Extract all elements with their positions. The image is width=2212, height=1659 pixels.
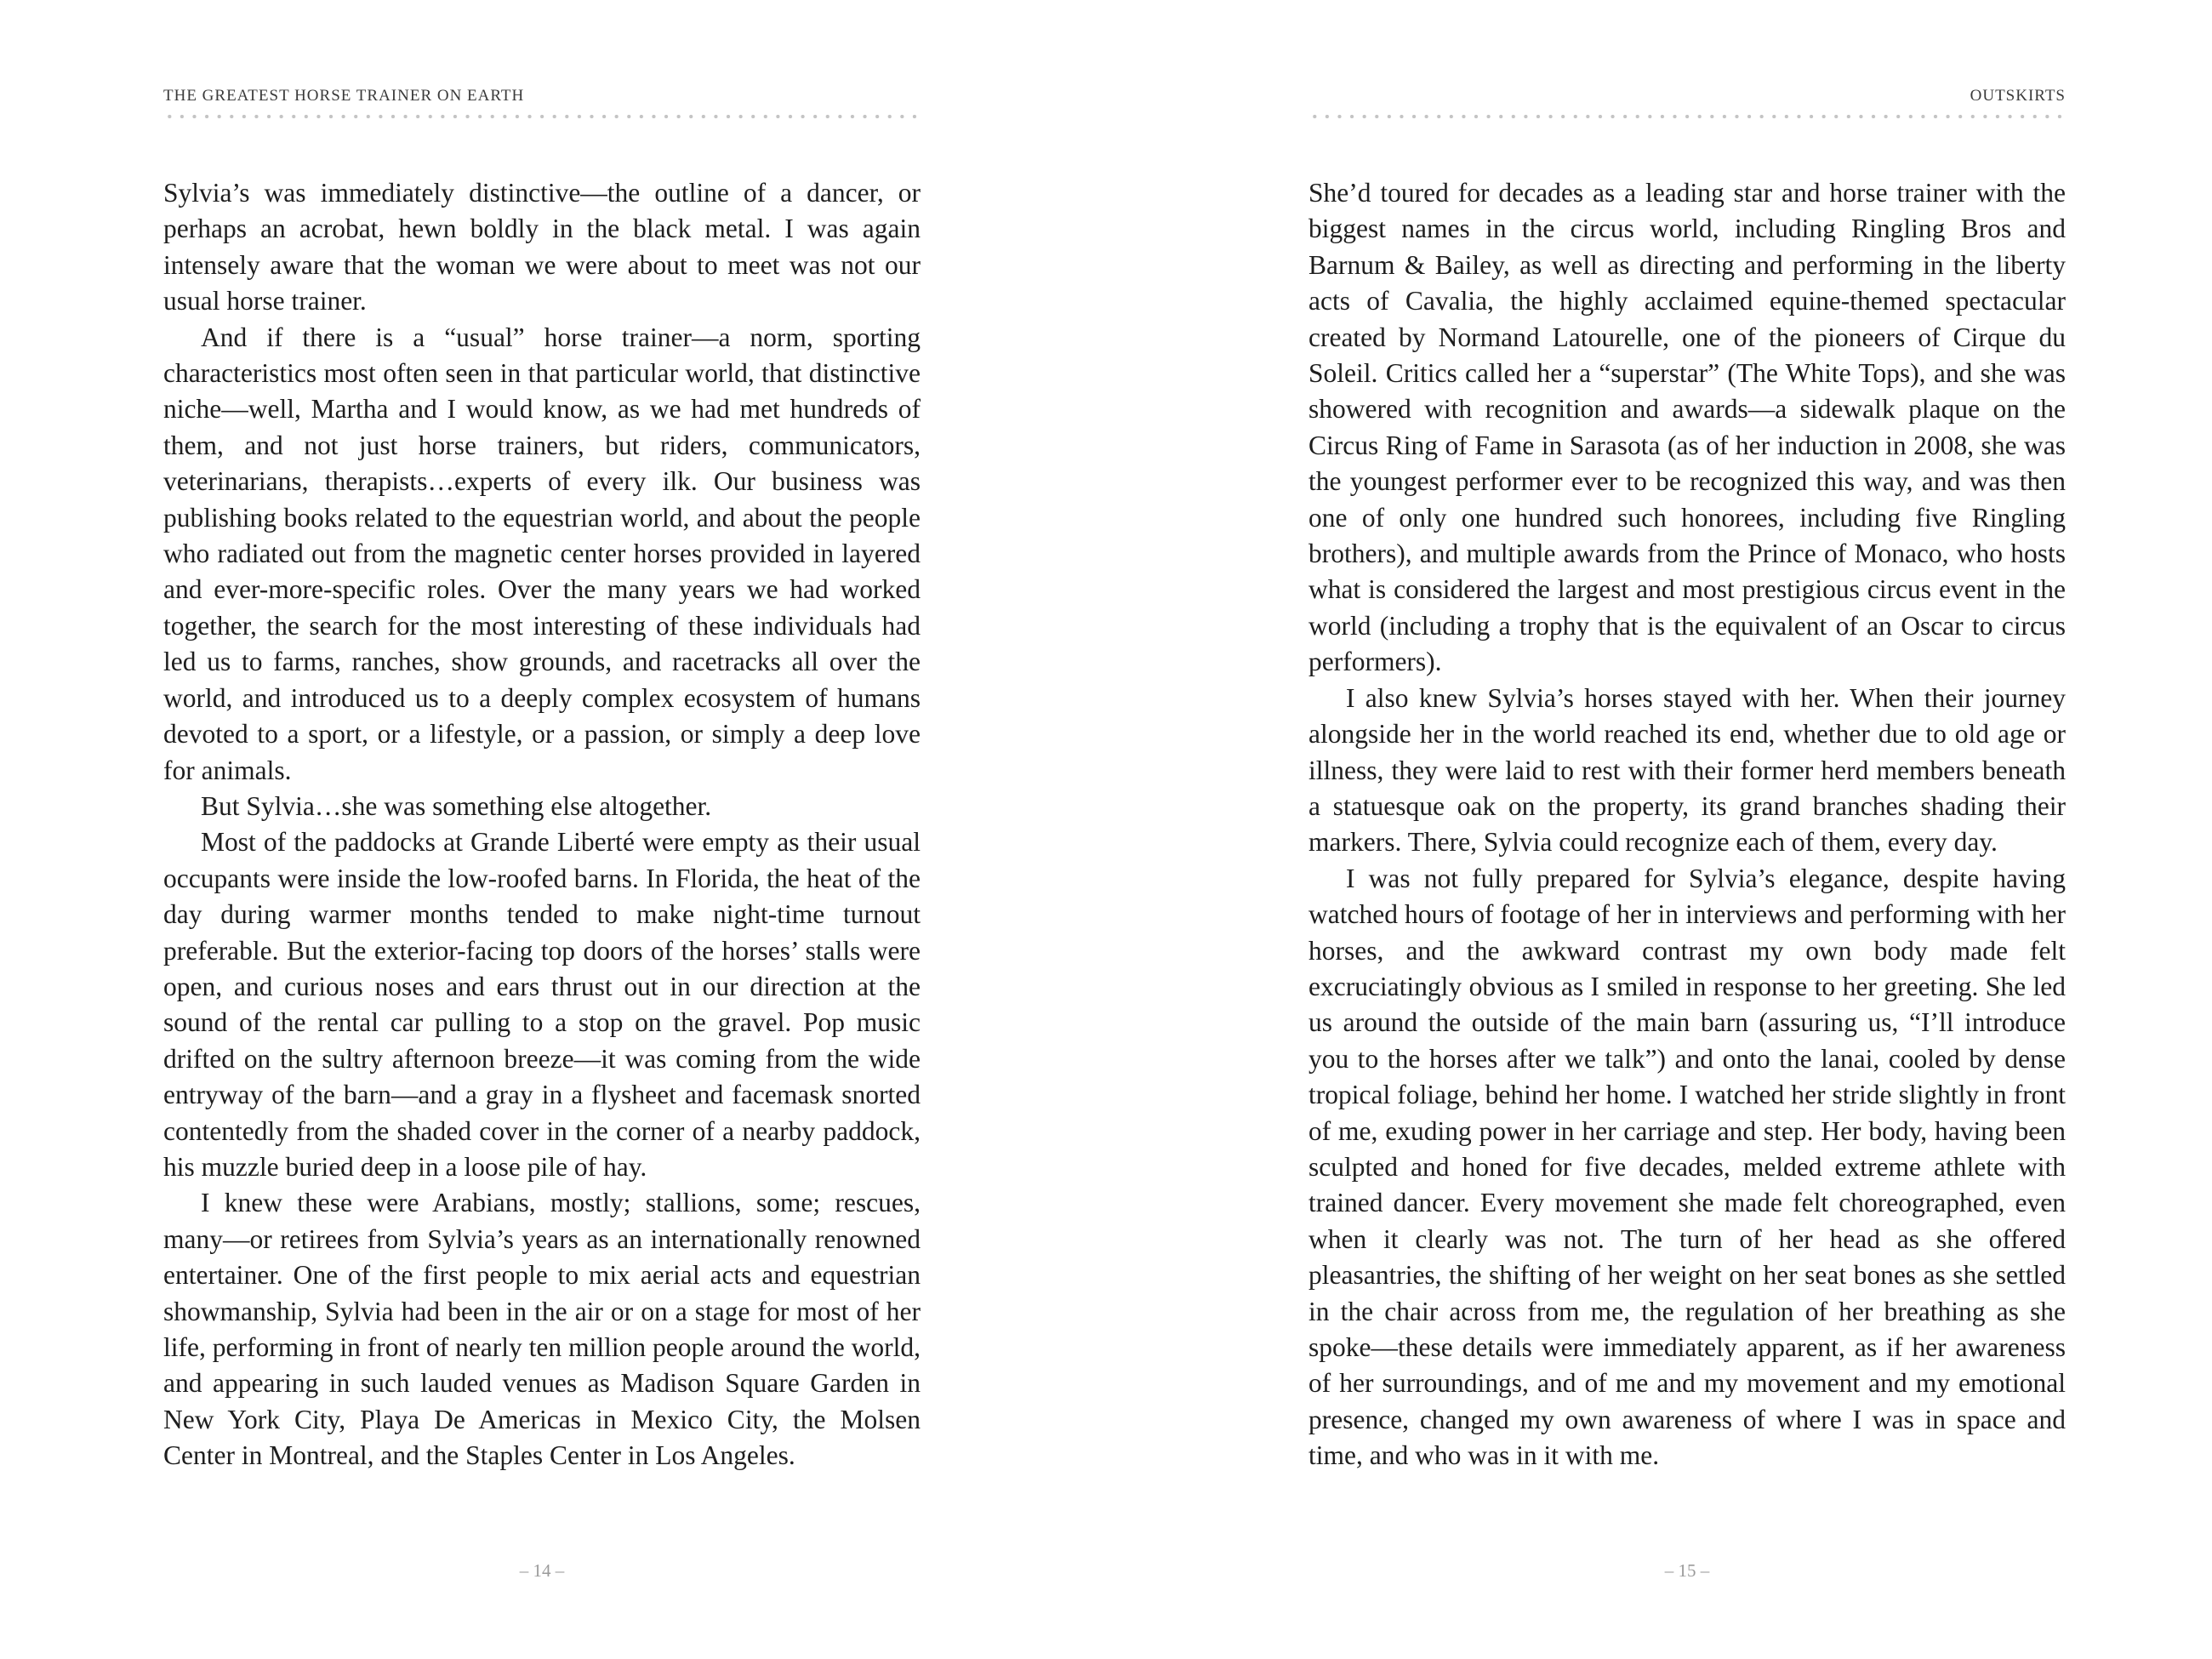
- paragraph: But Sylvia…she was something else altogether.: [201, 790, 712, 821]
- paragraph: She’d toured for decades as a leading star and horse trainer with the biggest names in the circus world, including Ringling Bros and Barnum & Bailey, as well as directing and performing in the liberty acts of Cavalia, the highly acclaimed equine-themed spectacular created by Normand Latourelle, one of the pioneers of Cirque du Soleil. Critics called her a “superstar” (The White Tops), and she was showered with recognition and awards—a sidewalk plaque on the Circus Ring of Fame in Sarasota (as of her induction in 2008, she was the youngest performer ever to be recognized this way, and was then one of only one hundred such honorees, including five Ringling brothers), and multiple awards from the Prince of Monaco, who hosts what is considered the largest and most prestigious circus event in the world (including a trophy that is the equivalent of an Oscar to circus performers).: [1308, 178, 2066, 677]
- paragraph: Sylvia’s was immediately distinctive—the outline of a dancer, or perhaps an acrobat, hewn boldly in the black metal. I was again intensely aware that the woman we were about to meet was not our usual horse trainer.: [163, 178, 921, 316]
- left-page: [163, 0, 921, 1659]
- right-page: [1308, 0, 2066, 1659]
- right-body-text: [1308, 175, 2066, 1474]
- left-running-head: THE GREATEST HORSE TRAINER ON EARTH: [163, 87, 525, 105]
- left-body-text: [163, 175, 921, 1474]
- paragraph: And if there is a “usual” horse trainer—a norm, sporting characteristics most often seen in that particular world, that distinctive niche—well, Martha and I would know, as we had met hundreds of them, and not just horse trainers, but riders, communicators, veterinarians, therapists…experts of every ilk. Our business was publishing books related to the equestrian world, and about the people who radiated out from the magnetic center horses provided in layered and ever-more-specific roles. Over the many years we had worked together, the search for the most interesting of these individuals had led us to farms, ranches, show grounds, and racetracks all over the world, and introduced us to a deeply complex ecosystem of humans devoted to a sport, or a lifestyle, or a passion, or simply a deep love for animals.: [163, 322, 921, 785]
- paragraph: I also knew Sylvia’s horses stayed with her. When their journey alongside her in the world reached its end, whether due to old age or illness, they were laid to rest with their former herd members beneath a statuesque oak on the property, its grand branches shading their markers. There, Sylvia could recognize each of them, every day.: [1308, 682, 2066, 858]
- left-page-number: – 14 –: [519, 1560, 565, 1581]
- right-dotted-rule: [1308, 114, 2066, 119]
- paragraph: Most of the paddocks at Grande Liberté were empty as their usual occupants were inside the low-roofed barns. In Florida, the heat of the day during warmer months tended to make night-time turnout preferable. But the exterior-facing top doors of the horses’ stalls were open, and curious noses and ears thrust out in our direction at the sound of the rental car pulling to a stop on the gravel. Pop music drifted on the sultry afternoon breeze—it was coming from the wide entryway of the barn—and a gray in a flysheet and facemask snorted contentedly from the shaded cover in the corner of a nearby paddock, his muzzle buried deep in a loose pile of hay.: [163, 827, 921, 1182]
- paragraph: I was not fully prepared for Sylvia’s elegance, despite having watched hours of footage of her in interviews and performing with her horses, and the awkward contrast my own body made felt excruciatingly obvious as I smiled in response to her greeting. She led us around the outside of the main barn (assuring us, “I’ll introduce you to the horses after we talk”) and onto the lanai, cooled by dense tropical foliage, behind her home. I watched her stride slightly in front of me, exuding power in her carriage and step. Her body, having been sculpted and honed for five decades, melded extreme athlete with trained dancer. Every movement she made felt choreographed, even when it clearly was not. The turn of her head as she offered pleasantries, the shifting of her weight on her seat bones as she settled in the chair across from me, the regulation of her breathing as she spoke—these details were immediately apparent, as if her awareness of her surroundings, and of me and my movement and my emotional presence, changed my own awareness of where I was in space and time, and who was in it with me.: [1308, 863, 2066, 1471]
- right-page-number: – 15 –: [1664, 1560, 1710, 1581]
- right-running-head: OUTSKIRTS: [1970, 87, 2066, 105]
- paragraph: I knew these were Arabians, mostly; stallions, some; rescues, many—or retirees from Sylvia’s years as an internationally renowned entertainer. One of the first people to mix aerial acts and equestrian showmanship, Sylvia had been in the air or on a stage for most of her life, performing in front of nearly ten million people around the world, and appearing in such lauded venues as Madison Square Garden in New York City, Playa De Americas in Mexico City, the Molsen Center in Montreal, and the Staples Center in Los Angeles.: [163, 1188, 921, 1471]
- left-dotted-rule: [163, 114, 921, 119]
